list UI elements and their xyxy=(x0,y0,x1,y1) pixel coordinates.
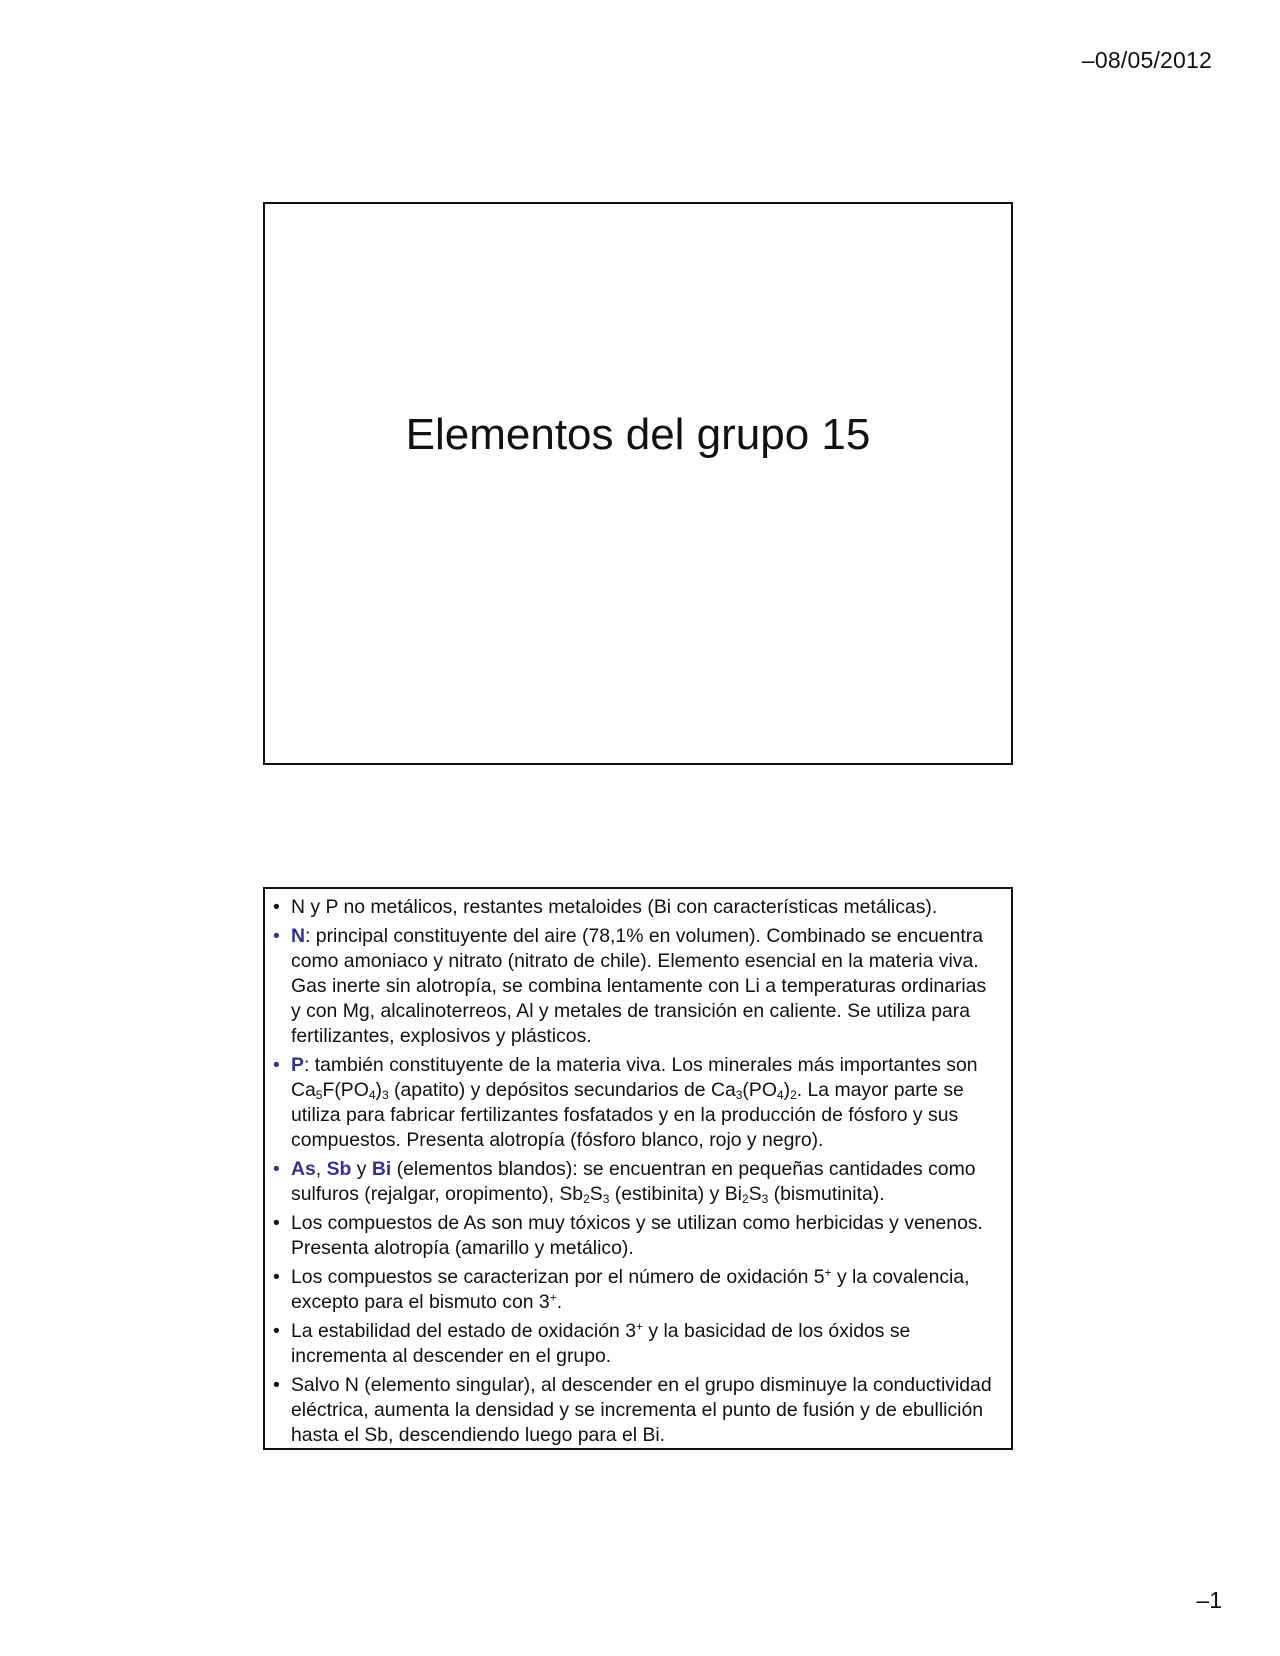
subscript: 2 xyxy=(790,1088,797,1102)
bullet-marker: • xyxy=(273,1054,280,1076)
subscript: 3 xyxy=(381,1088,389,1102)
slide-content-box xyxy=(263,887,1013,1450)
text-segment: y la covalencia, excepto para el bismuto con 3 xyxy=(291,1266,970,1313)
subscript: 3 xyxy=(735,1088,743,1102)
bullet-item-5 xyxy=(271,1211,999,1261)
text-segment: (apatito) y depósitos secundarios de Ca xyxy=(388,1079,736,1101)
bullet-text: Salvo N (elemento singular), al descender en el grupo disminuye la conductividad eléctrica, aumenta la densidad y se incrementa el punto de fusión y de ebullición hasta el Sb, descendiendo luego para el Bi. xyxy=(291,1374,992,1446)
text-segment: : también constituyente de la materia viva. Los minerales más importantes son Ca xyxy=(291,1054,978,1101)
bullet-item-1 xyxy=(271,895,999,920)
bullet-list xyxy=(271,895,999,1448)
text-segment: S xyxy=(748,1183,762,1205)
bullet-text: N y P no metálicos, restantes metaloides (Bi con características metálicas). xyxy=(291,896,938,918)
bullet-marker: • xyxy=(273,1320,280,1342)
text-segment: (elementos blandos): se encuentran en pequeñas cantidades como sulfuros (rejalgar, oropimento), Sb xyxy=(291,1158,976,1205)
subscript: 4 xyxy=(368,1088,376,1102)
bullet-item-7 xyxy=(271,1319,999,1369)
element-symbol-n: N xyxy=(291,925,306,947)
text-segment: y la basicidad de los óxidos se incrementa al descender en el grupo. xyxy=(291,1320,911,1367)
slide-title-box xyxy=(263,202,1013,765)
text-segment: Los compuestos se caracterizan por el número de oxidación 5 xyxy=(291,1266,825,1288)
element-symbol-as: As xyxy=(291,1158,316,1180)
subscript: 4 xyxy=(776,1088,784,1102)
subscript: 5 xyxy=(315,1088,323,1102)
superscript: + xyxy=(635,1319,644,1334)
bullet-marker: • xyxy=(273,1374,280,1396)
bullet-marker: • xyxy=(273,1158,280,1180)
text-segment: . xyxy=(556,1291,563,1313)
bullet-item-8 xyxy=(271,1373,999,1448)
text-segment: S xyxy=(589,1183,603,1205)
element-symbol-sb: Sb xyxy=(326,1158,352,1180)
header-date: –08/05/2012 xyxy=(1081,47,1212,73)
subscript: 3 xyxy=(602,1192,610,1206)
bullet-item-3 xyxy=(271,1053,999,1153)
bullet-marker: • xyxy=(273,1266,280,1288)
text-segment: ) xyxy=(375,1079,382,1101)
slide-title: Elementos del grupo 15 xyxy=(405,410,871,459)
element-symbol-bi: Bi xyxy=(371,1158,392,1180)
superscript: + xyxy=(549,1290,557,1305)
text-segment: (bismutinita). xyxy=(768,1183,885,1205)
text-segment: (PO xyxy=(742,1079,777,1101)
bullet-item-6 xyxy=(271,1265,999,1315)
bullet-marker: • xyxy=(273,925,280,947)
text-segment: (estibinita) y Bi xyxy=(609,1183,742,1205)
text-segment: y xyxy=(351,1158,372,1180)
text-segment: . La mayor parte se utiliza para fabricar fertilizantes fosfatados y en la producción de fósforo y sus compuestos. Presenta alotropía (fósforo blanco, rojo y negro). xyxy=(291,1079,964,1151)
subscript: 2 xyxy=(741,1192,749,1206)
bullet-marker: • xyxy=(273,1212,280,1234)
bullet-text: Los compuestos de As son muy tóxicos y se utilizan como herbicidas y venenos. Presenta alotropía (amarillo y metálico). xyxy=(291,1212,983,1259)
element-symbol-p: P xyxy=(291,1054,304,1076)
subscript: 2 xyxy=(583,1192,590,1206)
superscript: + xyxy=(824,1265,832,1280)
bullet-item-2 xyxy=(271,924,999,1049)
bullet-item-4 xyxy=(271,1157,999,1207)
text-segment: ) xyxy=(783,1079,791,1101)
text-segment: F(PO xyxy=(322,1079,369,1101)
text-segment: , xyxy=(315,1158,327,1180)
bullet-text: : principal constituyente del aire (78,1% en volumen). Combinado se encuentra como amoniaco y nitrato (nitrato de chile). Elemento esencial en la materia viva. Gas inerte sin alotropía, se combina lentamente con Li a temperaturas ordinarias y con Mg, alcalinoterreos, Al y metales de transición en caliente. Se utiliza para fertilizantes, explosivos y plásticos. xyxy=(291,925,987,1047)
page-number: –1 xyxy=(1196,1587,1222,1613)
bullet-marker: • xyxy=(273,896,280,918)
subscript: 3 xyxy=(761,1192,769,1206)
text-segment: La estabilidad del estado de oxidación 3 xyxy=(291,1320,636,1342)
